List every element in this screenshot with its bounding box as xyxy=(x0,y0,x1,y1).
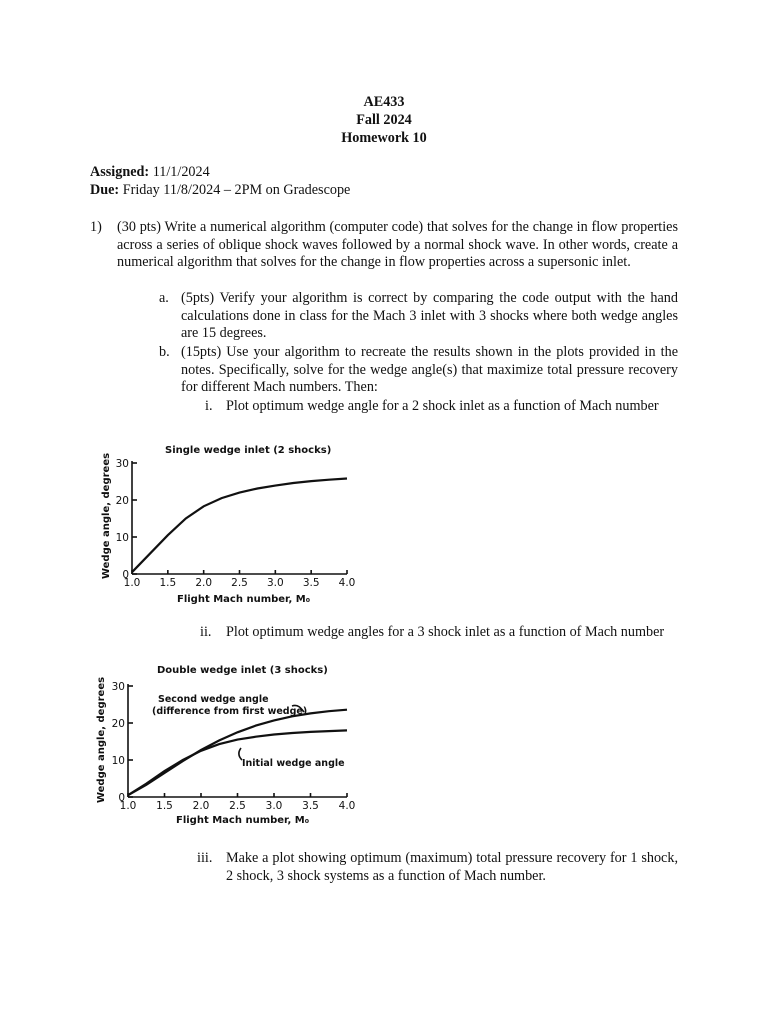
y-axis-label: Wedge angle, degrees xyxy=(101,452,112,580)
y-tick-label: 0 xyxy=(118,792,125,804)
x-tick-label: 3.5 xyxy=(302,800,319,812)
x-tick-label: 3.0 xyxy=(266,577,284,589)
y-tick-label: 10 xyxy=(115,532,129,544)
x-tick-label: 1.5 xyxy=(156,800,173,812)
problem-text: (30 pts) Write a numerical algorithm (computer code) that solves for the change in flow properties across a series of oblique shock waves followed by a normal shock wave. In other words, create a numerical algorithm that solves for the change in flow properties across a supersonic inlet. xyxy=(117,219,678,270)
part-iii-marker: iii. xyxy=(197,850,213,866)
x-tick-label: 3.5 xyxy=(302,577,320,589)
x-tick-label: 4.0 xyxy=(338,577,356,589)
x-tick-label: 1.0 xyxy=(123,577,141,589)
x-tick-label: 1.5 xyxy=(159,577,177,589)
annotation-second-wedge: Second wedge angle xyxy=(158,694,269,705)
term-title: Fall 2024 xyxy=(356,112,412,128)
due-value: Friday 11/8/2024 – 2PM on Gradescope xyxy=(119,182,351,198)
y-tick-label: 20 xyxy=(111,718,125,730)
x-tick-label: 2.5 xyxy=(229,800,246,812)
due-label: Due: xyxy=(90,182,120,198)
x-tick-label: 4.0 xyxy=(338,800,356,812)
y-tick-label: 30 xyxy=(111,681,125,693)
assigned-line xyxy=(90,164,210,182)
assigned-value: 11/1/2024 xyxy=(149,164,210,180)
part-ii-marker: ii. xyxy=(200,624,212,640)
y-tick-label: 20 xyxy=(115,495,129,507)
assigned-label: Assigned: xyxy=(90,164,150,180)
y-tick-label: 30 xyxy=(115,458,129,470)
annotation-initial-wedge: Initial wedge angle xyxy=(242,758,345,769)
chart-single-wedge xyxy=(95,436,365,606)
y-axis-label: Wedge angle, degrees xyxy=(96,676,107,804)
series-line-1 xyxy=(128,710,347,796)
part-b-text: (15pts) Use your algorithm to recreate the results shown in the plots provided in the notes. Specifically, solve for the wedge angle(s) that maximize total pressure recovery for different Mach numbers. Then: xyxy=(181,344,678,395)
x-tick-label: 2.0 xyxy=(195,577,213,589)
part-i-marker: i. xyxy=(205,398,213,414)
x-tick-label: 2.0 xyxy=(192,800,210,812)
x-tick-label: 1.0 xyxy=(119,800,137,812)
course-title: AE433 xyxy=(363,94,405,110)
x-tick-label: 3.0 xyxy=(265,800,283,812)
y-tick-label: 0 xyxy=(122,569,129,581)
part-a-marker: a. xyxy=(159,290,169,306)
chart-title: Double wedge inlet (3 shocks) xyxy=(157,665,328,676)
problem-number: 1) xyxy=(90,219,102,235)
x-axis-label: Flight Mach number, M₀ xyxy=(176,815,310,826)
series-line-1 xyxy=(132,479,347,573)
annotation-difference: (difference from first wedge) xyxy=(152,706,308,717)
part-ii-text: Plot optimum wedge angles for a 3 shock inlet as a function of Mach number xyxy=(226,624,665,640)
due-line xyxy=(90,182,350,200)
part-iii-text: Make a plot showing optimum (maximum) total pressure recovery for 1 shock, 2 shock, 3 shock systems as a function of Mach number. xyxy=(226,850,678,884)
chart2-group xyxy=(96,665,355,826)
chart1-group xyxy=(101,445,355,605)
chart-title: Single wedge inlet (2 shocks) xyxy=(165,445,332,456)
part-b-marker: b. xyxy=(159,344,170,360)
part-i-text: Plot optimum wedge angle for a 2 shock inlet as a function of Mach number xyxy=(226,398,659,414)
y-tick-label: 10 xyxy=(111,755,125,767)
x-tick-label: 2.5 xyxy=(231,577,248,589)
assignment-title: Homework 10 xyxy=(341,130,427,146)
part-a-text: (5pts) Verify your algorithm is correct by comparing the code output with the hand calculations done in class for the Mach 3 inlet with 3 shocks where both wedge angles are 15 degrees. xyxy=(181,290,678,341)
x-axis-label: Flight Mach number, M₀ xyxy=(177,594,311,605)
chart-double-wedge xyxy=(92,660,367,835)
